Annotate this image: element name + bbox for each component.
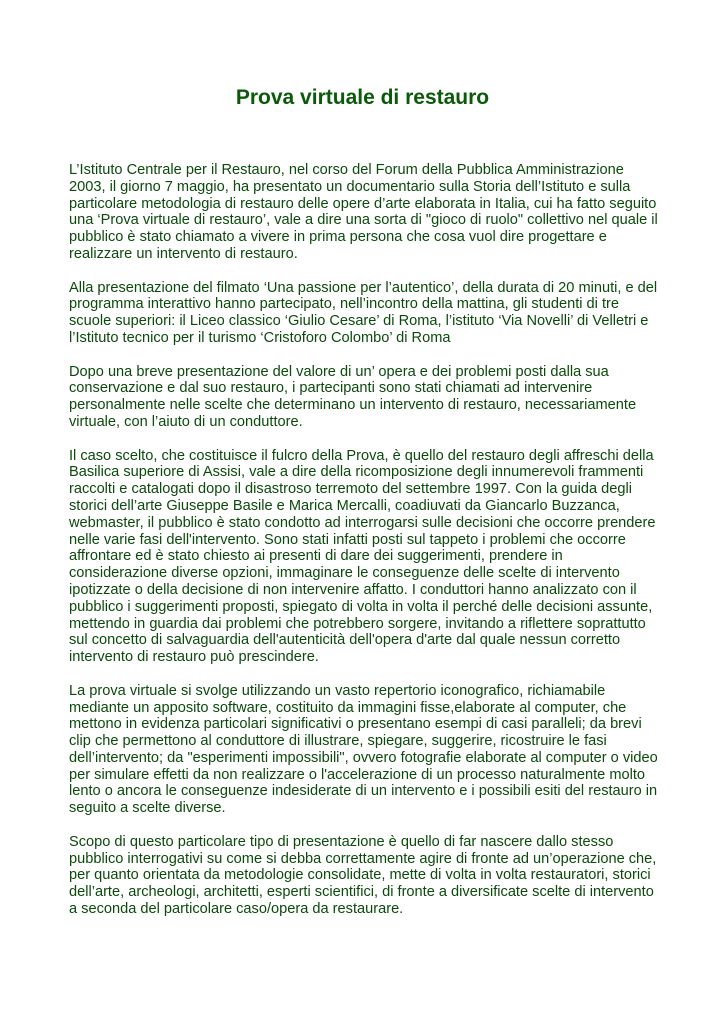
paragraph: Alla presentazione del filmato ‘Una passione per l’autentico’, della durata di 20 minuti, e del programma interattivo hanno partecipato, nell’incontro della mattina, gli studenti di tre scuole superiori: il Liceo classico ‘Giulio Cesare’ di Roma, l’istituto ‘Via Novelli’ di Velletri e l’Istituto tecnico per il turismo ‘Cristoforo Colombo’ di Roma xyxy=(69,279,658,346)
page-title: Prova virtuale di restauro xyxy=(235,86,490,109)
paragraph: L’Istituto Centrale per il Restauro, nel corso del Forum della Pubblica Amministrazione 2003, il giorno 7 maggio, ha presentato un documentario sulla Storia dell’Istituto e sulla particolare metodologia di restauro delle opere d’arte elaborata in Italia, cui ha fatto seguito una ‘Prova virtuale di restauro’, vale a dire una sorta di "gioco di ruolo" collettivo nel quale il pubblico è stato chiamato a vivere in prima persona che cosa vuol dire progettare e realizzare un intervento di restauro. xyxy=(69,162,658,262)
paragraph: La prova virtuale si svolge utilizzando un vasto repertorio iconografico, richiamabile mediante un apposito software, costituito da immagini fisse,elaborate al computer, che mettono in evidenza particolari significativi o presentano esempi di casi paralleli; da brevi clip che permettono al conduttore di illustrare, spiegare, suggerire, ricostruire le fasi dell’intervento; da "esperimenti impossibili", ovvero fotografie elaborate al computer o video per simulare effetti da non realizzare o l'accelerazione di un processo naturalmente molto lento o ancora le conseguenze indesiderate di un intervento e i possibili esiti del restauro in seguito a scelte diverse. xyxy=(69,682,658,817)
paragraph: Scopo di questo particolare tipo di presentazione è quello di far nascere dallo stesso pubblico interrogativi su come si debba correttamente agire di fronte ad un’operazione che, per quanto orientata da metodologie consolidate, mette di volta in volta restauratori, storici dell’arte, archeologi, architetti, esperti scientifici, di fronte a diversificate scelte di intervento a seconda del particolare caso/opera da restaurare. xyxy=(69,833,657,918)
paragraph: Il caso scelto, che costituisce il fulcro della Prova, è quello del restauro degli affreschi della Basilica superiore di Assisi, vale a dire della ricomposizione degli innumerevoli frammenti raccolti e catalogati dopo il disastroso terremoto del settembre 1997. Con la guida degli storici dell’arte Giuseppe Basile e Marica Mercalli, coadiuvati da Giancarlo Buzzanca, webmaster, il pubblico è stato condotto ad interrogarsi sulle decisioni che occorre prendere nelle varie fasi dell'intervento. Sono stati infatti posti sul tappeto i problemi che occorre affrontare ed è stato chiesto ai presenti di dare dei suggerimenti, prendere in considerazione diverse opzioni, immaginare le conseguenze delle scelte di intervento ipotizzate o della decisione di non intervenire affatto. I conduttori hanno analizzato con il pubblico i suggerimenti proposti, spiegato di volta in volta il perché delle decisioni assunte, mettendo in guardia dai problemi che potrebbero sorgere, invitando a riflettere soprattutto sul concetto di salvaguardia dell'autenticità dell'opera d'arte dal quale nessun corretto intervento di restauro può prescindere. xyxy=(69,447,656,666)
paragraph: Dopo una breve presentazione del valore di un’ opera e dei problemi posti dalla sua conservazione e dal suo restauro, i partecipanti sono stati chiamati ad intervenire personalmente nelle scelte che determinano un intervento di restauro, necessariamente virtuale, con l’aiuto di un conduttore. xyxy=(69,363,637,430)
document-body xyxy=(69,162,661,935)
